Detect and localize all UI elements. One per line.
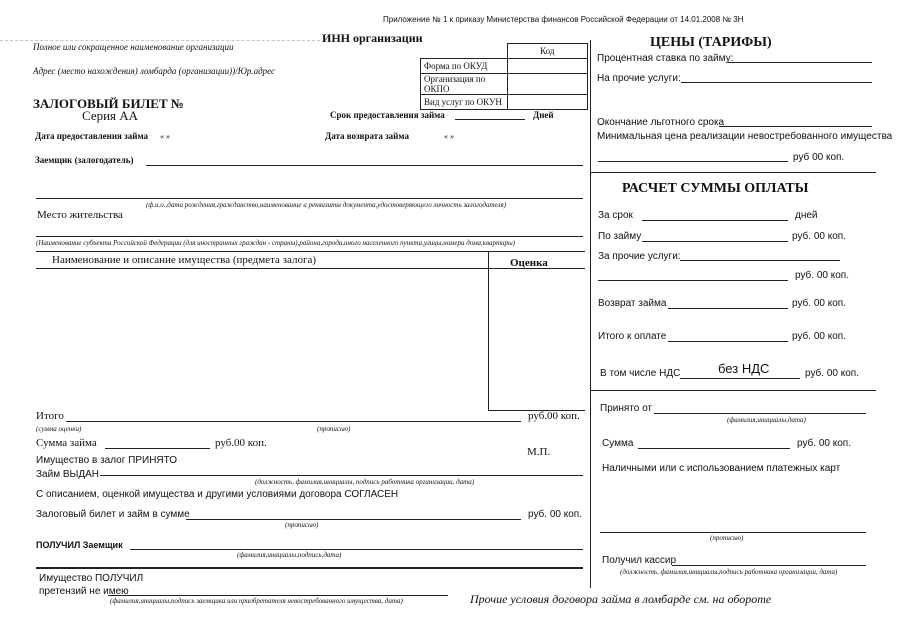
payment-bottom-rule	[590, 390, 876, 391]
returned-line[interactable]	[108, 595, 448, 596]
returned-line-2: претензий не имею	[39, 586, 129, 597]
property-column-divider	[488, 251, 489, 411]
accepted-from-label: Принято от	[600, 403, 653, 414]
returned-line-1: Имущество ПОЛУЧИЛ	[39, 573, 144, 584]
borrower-hint: (ф.и.о.,дата рождения,гражданство,наименование и реквизиты документа,удостоверяющего личность залогодателя)	[146, 201, 507, 209]
other-services-line[interactable]	[681, 82, 872, 83]
total-currency: руб.00 коп.	[528, 410, 580, 422]
property-top-rule	[36, 251, 585, 252]
vat-line	[680, 378, 800, 379]
issued-hint: (прописью)	[285, 521, 319, 529]
total-label: Итого	[36, 410, 64, 422]
receipt-sum-line[interactable]	[638, 448, 790, 449]
issue-date-label: Дата предоставления займа	[35, 131, 149, 141]
vat-value[interactable]: без НДС	[718, 361, 770, 376]
received-hint: (фамилия,инициалы,подпись,дата)	[237, 551, 342, 559]
payment-total-label: Итого к оплате	[598, 331, 667, 342]
issue-date-quotes[interactable]: « »	[160, 132, 170, 141]
footer-note: Прочие условия договора займа в ломбарде см. на обороте	[470, 592, 772, 606]
min-price-label: Минимальная цена реализации невостребованного имущества	[597, 131, 893, 142]
stamp-label: М.П.	[527, 446, 551, 458]
accepted-line[interactable]	[100, 475, 583, 476]
vat-currency: руб. 00 коп.	[805, 368, 859, 379]
loan-amount-label: Сумма займа	[36, 437, 97, 449]
return-date-label: Дата возврата займа	[325, 131, 409, 141]
payment-method: Наличными или с использованием платежных карт	[602, 463, 841, 474]
payment-services-currency: руб. 00 коп.	[795, 270, 849, 281]
borrower-line[interactable]	[146, 165, 583, 166]
other-services-label: На прочие услуги:	[597, 73, 681, 84]
payment-return-line[interactable]	[668, 308, 788, 309]
cashier-line[interactable]	[672, 565, 866, 566]
interest-rate-line[interactable]	[728, 62, 872, 63]
total-hint-left: (сумма оценки)	[36, 425, 82, 433]
tariffs-title: ЦЕНЫ (ТАРИФЫ)	[650, 35, 772, 50]
returned-hint: (фамилия,инициалы,подпись заемщика или приобретателя невостребованного имущества, дата)	[110, 597, 403, 605]
code-row-okun: Вид услуг по ОКУН	[421, 95, 508, 110]
min-price-line[interactable]	[598, 161, 788, 162]
accepted-from-hint: (фамилия,инициалы,дата)	[727, 416, 806, 424]
payment-loan-currency: руб. 00 коп.	[792, 231, 846, 242]
period-unit: дней	[795, 210, 818, 221]
term-days: Дней	[533, 110, 554, 120]
accepted-line-1: Имущество в залог ПРИНЯТО	[36, 455, 178, 466]
property-valuation-header: Оценка	[510, 257, 548, 269]
grace-end-line[interactable]	[719, 126, 872, 127]
code-value-okpo[interactable]	[507, 74, 588, 95]
total-hint-right: (прописью)	[317, 425, 351, 433]
receipt-sum-label: Сумма	[602, 438, 634, 449]
code-row-okpo: Организация по ОКПО	[421, 74, 508, 95]
property-header-rule	[36, 268, 585, 269]
receipt-sum-currency: руб. 00 коп.	[797, 438, 851, 449]
cashier-label: Получил кассир	[602, 555, 677, 566]
min-price-currency: руб 00 коп.	[793, 152, 845, 163]
ticket-title: ЗАЛОГОВЫЙ БИЛЕТ №	[33, 96, 184, 111]
bottom-thick-rule	[36, 567, 583, 569]
payment-return-label: Возврат займа	[598, 298, 667, 309]
vat-label: В том числе НДС	[600, 368, 681, 379]
accepted-from-line[interactable]	[654, 413, 866, 414]
accepted-hint: (должность, фамилия,инициалы, подпись работника организации, дата)	[255, 478, 475, 486]
method-line[interactable]	[600, 532, 866, 533]
codes-header: Код	[507, 44, 588, 59]
period-line[interactable]	[642, 220, 788, 221]
tariffs-bottom-rule	[590, 172, 876, 173]
code-value-okud[interactable]	[507, 59, 588, 74]
inn-label: ИНН организации	[322, 31, 423, 45]
agreed-text: С описанием, оценкой имущества и другими условиями договора СОГЛАСЕН	[36, 489, 399, 500]
ticket-series: Серия АА	[82, 108, 139, 123]
grace-end-label: Окончание льготного срока	[597, 117, 725, 128]
payment-total-currency: руб. 00 коп.	[792, 331, 846, 342]
payment-title: РАСЧЕТ СУММЫ ОПЛАТЫ	[622, 181, 809, 196]
org-name-label: Полное или сокращенное наименование организации	[33, 42, 234, 52]
return-date-quotes[interactable]: « »	[444, 132, 454, 141]
period-label: За срок	[598, 210, 633, 221]
borrower-line-2[interactable]	[36, 198, 583, 199]
residence-label: Место жительства	[37, 209, 123, 221]
column-divider	[590, 40, 591, 588]
method-hint: (прописью)	[710, 534, 744, 542]
payment-services-line-2[interactable]	[598, 280, 788, 281]
code-value-okun[interactable]	[507, 95, 588, 110]
payment-loan-line[interactable]	[642, 241, 788, 242]
payment-total-line[interactable]	[668, 341, 788, 342]
codes-table	[420, 43, 588, 110]
accepted-line-2: Займ ВЫДАН	[36, 469, 100, 480]
code-row-okud: Форма по ОКУД	[421, 59, 508, 74]
payment-services-label: За прочие услуги:	[598, 251, 681, 262]
issued-line[interactable]	[186, 519, 521, 520]
interest-rate-label: Процентная ставка по займу:	[597, 53, 734, 64]
received-label: ПОЛУЧИЛ Заемщик	[36, 540, 123, 550]
issued-label: Залоговый билет и займ в сумме	[36, 509, 190, 520]
payment-loan-label: По займу	[598, 231, 642, 242]
residence-hint: (Наименование субъекта Российской Федерации (для иностранных граждан - страны),района,города,иного населенного пункта,улицы,номера дома,квартиры)	[36, 239, 516, 247]
cashier-hint: (должность, фамилия,инициалы,подпись работника организации, дата)	[620, 568, 838, 576]
residence-line[interactable]	[36, 236, 583, 237]
loan-amount-line[interactable]	[105, 448, 210, 449]
org-address-label: Адрес (место нахождения) ломбарда (организации))/Юр.адрес	[33, 66, 276, 76]
total-line[interactable]	[66, 421, 521, 422]
issued-currency: руб. 00 коп.	[528, 509, 582, 520]
top-faint-rule	[0, 40, 320, 41]
order-note: Приложение № 1 к приказу Министерства финансов Российской Федерации от 14.01.2008 № 3Н	[383, 15, 744, 24]
borrower-label: Заемщик (залогодатель)	[35, 155, 134, 165]
loan-amount-currency: руб.00 коп.	[215, 437, 267, 449]
received-line[interactable]	[130, 549, 583, 550]
payment-services-line[interactable]	[680, 260, 840, 261]
term-label: Срок предоставления займа	[330, 110, 445, 120]
property-description-header: Наименование и описание имущества (предмета залога)	[52, 254, 317, 266]
term-line[interactable]	[455, 119, 525, 120]
payment-return-currency: руб. 00 коп.	[792, 298, 846, 309]
